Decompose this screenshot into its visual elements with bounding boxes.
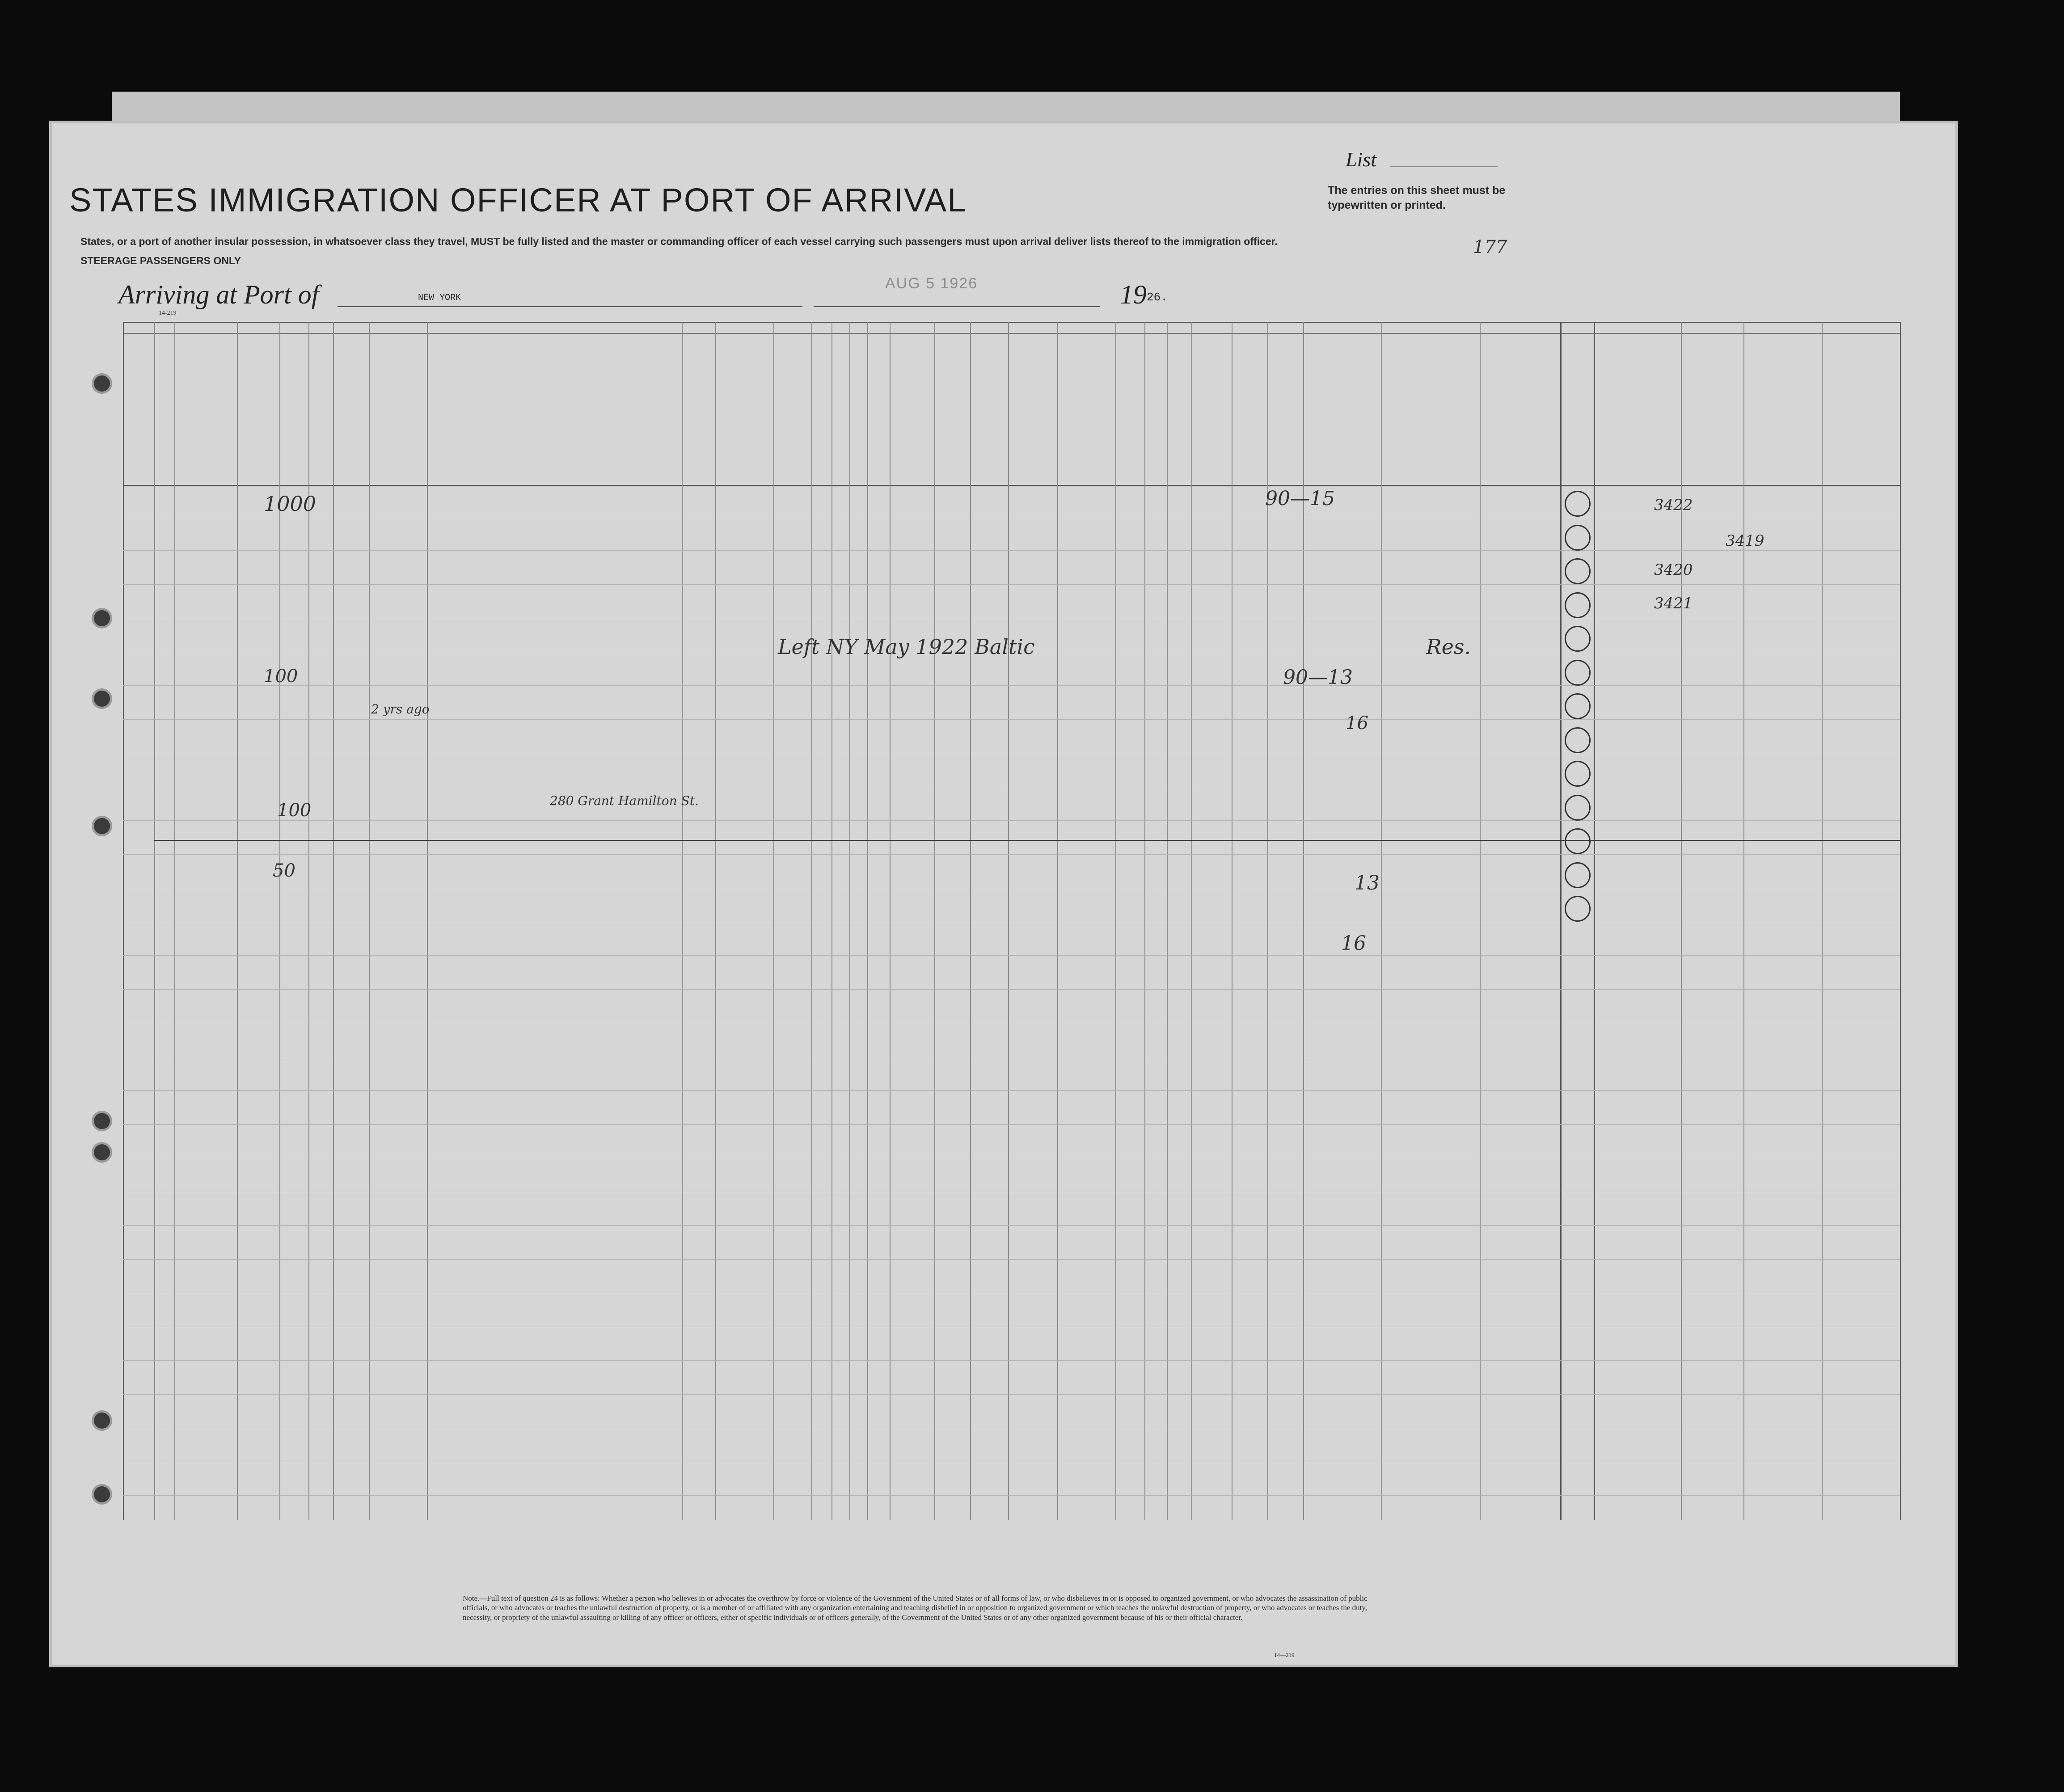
header-bottom-rule bbox=[123, 485, 1900, 486]
punch-hole bbox=[94, 1113, 110, 1129]
column-rule bbox=[174, 322, 175, 1520]
date-stamp: AUG 5 1926 bbox=[885, 275, 978, 292]
column-rule bbox=[237, 322, 238, 1520]
row-circle bbox=[1565, 727, 1591, 753]
port-value: NEW YORK bbox=[418, 293, 461, 303]
punch-hole bbox=[94, 375, 110, 392]
row-rule bbox=[123, 1394, 1900, 1395]
handwritten-money-10: 100 bbox=[277, 800, 312, 821]
column-rule bbox=[123, 322, 124, 1520]
row-rule bbox=[123, 1225, 1900, 1226]
column-rule bbox=[811, 322, 812, 1520]
instructions: States, or a port of another insular possession, in whatsoever class they travel, MUST be fully listed and the master or commanding officer of each vessel carrying such passengers must upon arrival deliver lists thereof to the immigration officer. bbox=[80, 236, 1278, 247]
column-rule bbox=[934, 322, 935, 1520]
form-code-bottom: 14—219 bbox=[1274, 1652, 1295, 1658]
list-underline bbox=[1390, 166, 1498, 167]
row-circle bbox=[1565, 491, 1591, 517]
page-title: STATES IMMIGRATION OFFICER AT PORT OF ARRIVAL bbox=[69, 181, 967, 219]
row-circle bbox=[1565, 795, 1591, 821]
row-circle bbox=[1565, 693, 1591, 719]
column-rule bbox=[1115, 322, 1116, 1520]
column-rule bbox=[1167, 322, 1168, 1520]
handwritten-visa-2: 3419 bbox=[1726, 532, 1764, 550]
page-number: 177 bbox=[1473, 237, 1507, 257]
row-circle bbox=[1565, 592, 1591, 618]
handwritten-visa-1: 3422 bbox=[1654, 496, 1693, 514]
steerage-label: STEERAGE PASSENGERS ONLY bbox=[80, 255, 241, 266]
row-circle bbox=[1565, 896, 1591, 922]
handwritten-marks-1: 90—15 bbox=[1265, 487, 1335, 510]
arriving-label: Arriving at Port of bbox=[118, 280, 319, 309]
handwritten-join-10: 280 Grant Hamilton St. bbox=[550, 793, 699, 808]
row-rule bbox=[123, 1495, 1900, 1496]
date-underline bbox=[814, 306, 1100, 307]
entries-note: The entries on this sheet must be typewritten or printed. bbox=[1328, 184, 1506, 211]
column-rule bbox=[1900, 322, 1901, 1520]
port-underline bbox=[338, 306, 802, 307]
handwritten-before-7: 2 yrs ago bbox=[371, 702, 430, 717]
row-rule bbox=[123, 584, 1900, 585]
row-circle bbox=[1565, 626, 1591, 652]
column-rule bbox=[970, 322, 971, 1520]
row-rule bbox=[123, 955, 1900, 956]
row-rule bbox=[123, 989, 1900, 990]
punch-hole bbox=[94, 1144, 110, 1160]
table-top-rule bbox=[123, 322, 1900, 323]
row-rule bbox=[123, 820, 1900, 821]
punch-hole bbox=[94, 818, 110, 834]
list-label: List bbox=[1346, 148, 1377, 171]
handwritten-visa-3: 3420 bbox=[1654, 561, 1693, 579]
column-rule bbox=[1057, 322, 1058, 1520]
handwritten-money-1: 1000 bbox=[264, 492, 317, 516]
column-rule bbox=[890, 322, 891, 1520]
column-rule bbox=[1822, 322, 1823, 1520]
column-rule bbox=[1594, 322, 1595, 1520]
column-rule bbox=[682, 322, 683, 1520]
punch-hole bbox=[94, 610, 110, 626]
row-rule bbox=[123, 719, 1900, 720]
column-rule bbox=[867, 322, 868, 1520]
column-rule bbox=[1480, 322, 1481, 1520]
handwritten-money-12: 50 bbox=[273, 860, 295, 881]
column-rule bbox=[715, 322, 716, 1520]
column-rule bbox=[1191, 322, 1192, 1520]
handwritten-marks-12: 13 bbox=[1355, 872, 1380, 894]
row-rule bbox=[123, 1124, 1900, 1125]
handwritten-marks-7: 16 bbox=[1346, 713, 1368, 734]
year-suffix: 26. bbox=[1147, 291, 1168, 304]
form-code-top: 14-219 bbox=[159, 310, 177, 316]
row-circle bbox=[1565, 558, 1591, 584]
column-rule bbox=[1560, 322, 1562, 1520]
column-rule bbox=[369, 322, 370, 1520]
row-circle bbox=[1565, 828, 1591, 854]
column-rule bbox=[1743, 322, 1744, 1520]
column-rule bbox=[154, 322, 155, 1520]
row-circle bbox=[1565, 525, 1591, 551]
row-rule bbox=[123, 685, 1900, 686]
year-prefix: 19 bbox=[1120, 280, 1147, 309]
header-rule bbox=[123, 333, 1900, 334]
handwritten-money-6: 100 bbox=[264, 666, 298, 687]
handwritten-marks-6: 90—13 bbox=[1283, 666, 1353, 689]
column-rule bbox=[1144, 322, 1145, 1520]
column-rule bbox=[427, 322, 428, 1520]
punch-hole bbox=[94, 691, 110, 707]
row-rule bbox=[123, 1360, 1900, 1361]
row-rule bbox=[123, 854, 1900, 855]
column-rule bbox=[1008, 322, 1009, 1520]
row-circle bbox=[1565, 862, 1591, 888]
column-rule bbox=[333, 322, 334, 1520]
punch-hole bbox=[94, 1413, 110, 1429]
row-circle bbox=[1565, 660, 1591, 686]
row-rule bbox=[123, 1259, 1900, 1260]
footnote: Note.—Full text of question 24 is as follows: Whether a person who believes in or advocates the overthrow by force or violence of the Government of the United States or of all forms of law, or who disbelieves in or is opposed to organized government, or who advocates the assassination of public officials, or who advocates or teaches the unlawful destruction of property, or is a member of or affiliated with any organization entertaining and teaching disbelief in or opposition to organized government or which teaches the unlawful destruction of property, or who advocates or teaches the duty, necessity, or propriety of the unlawful assaulting or killing of any officer or officers, either of specific individuals or of officers generally, of the Government of the United States or of any other organized government because of his or their official character. bbox=[463, 1594, 1368, 1622]
handwritten-line5-res: Res. bbox=[1426, 635, 1471, 659]
column-rule bbox=[773, 322, 774, 1520]
handwritten-visa-4: 3421 bbox=[1654, 595, 1693, 612]
row-11-strike bbox=[154, 840, 1900, 841]
handwritten-marks-14: 16 bbox=[1341, 932, 1366, 955]
row-rule bbox=[123, 550, 1900, 551]
handwritten-line5-note: Left NY May 1922 Baltic bbox=[778, 635, 1035, 659]
column-rule bbox=[849, 322, 850, 1520]
column-rule bbox=[1381, 322, 1382, 1520]
punch-hole bbox=[94, 1486, 110, 1502]
row-rule bbox=[123, 1090, 1900, 1091]
row-circle bbox=[1565, 761, 1591, 787]
manifest-sheet bbox=[49, 121, 1958, 1667]
